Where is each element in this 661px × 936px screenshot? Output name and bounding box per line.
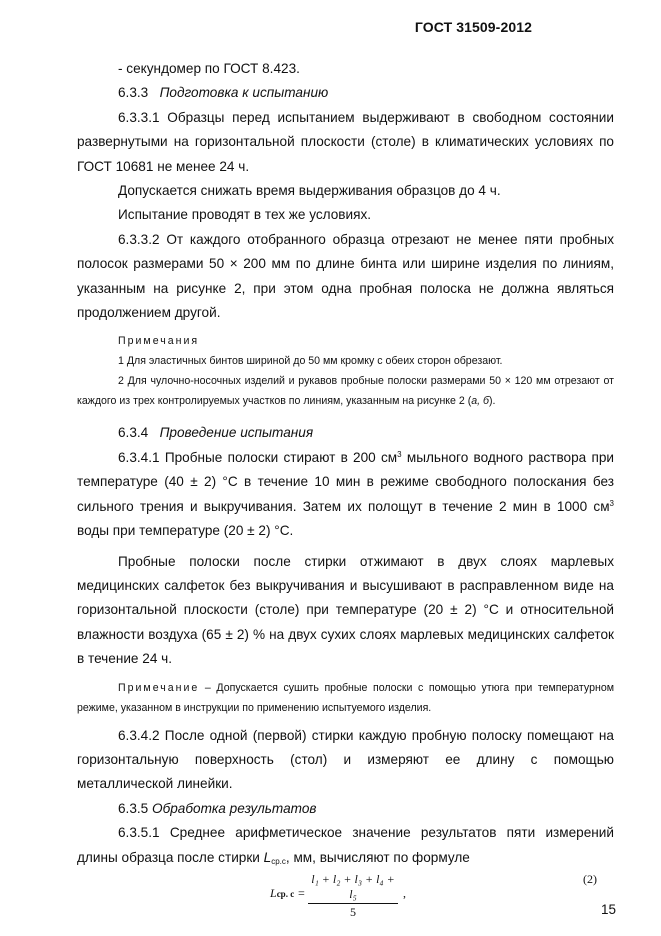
text: 6.3.5.1 Среднее арифметическое значение результатов пяти измерений длины образца после стирки	[77, 825, 614, 865]
note-title: Примечание	[118, 681, 200, 694]
section-number: 6.3.3	[118, 85, 149, 101]
formula-var: L	[270, 885, 277, 900]
paragraph-6-3-3-1: 6.3.3.1 Образцы перед испытанием выдерживают в свободном состоянии развернутыми на горизонтальной плоскости (столе) в климатических условиях по ГОСТ 10681 не менее 24 ч.	[77, 109, 614, 174]
section-6-3-5-heading	[77, 797, 614, 821]
document-body	[77, 57, 614, 919]
section-title: Подготовка к испытанию	[159, 85, 329, 101]
formula-numerator: l₁ + l₂ + l₃ + l₄ + l₅	[308, 872, 398, 904]
paragraph-6-3-4-1	[77, 446, 614, 544]
formula-comma: ,	[403, 885, 406, 900]
paragraph-same-conditions: Испытание проводят в тех же условиях.	[118, 207, 372, 223]
text: , мм, вычисляют по формуле	[285, 849, 470, 865]
superscript: 3	[609, 498, 614, 508]
document-header-id: ГОСТ 31509-2012	[414, 19, 532, 35]
section-6-3-4-heading	[77, 421, 614, 445]
text: воды при температуре (20 ± 2) °С.	[77, 523, 294, 539]
section-title: Обработка результатов	[152, 800, 317, 816]
superscript: 3	[397, 449, 402, 459]
formula-sub: ср. с	[276, 888, 295, 899]
page-number: 15	[600, 902, 616, 917]
formula-fraction	[308, 872, 398, 920]
note-2-end: ).	[489, 395, 496, 408]
paragraph-6-3-4-2: 6.3.4.2 После одной (первой) стирки каждую пробную полоску помещают на горизонтальную поверхность (стол) и измеряют ее длину с помощью металлической линейки.	[77, 727, 614, 792]
note-2-figure-ref: а, б	[471, 395, 490, 408]
section-number: 6.3.5	[118, 800, 149, 816]
formula-number: (2)	[583, 871, 597, 886]
notes-title: Примечания	[118, 335, 200, 348]
section-number: 6.3.4	[118, 425, 149, 441]
note-text: – Допускается сушить пробные полоски с помощью утюга при температурном режиме, указанном в инструкции по применению испытуемого изделия.	[77, 681, 614, 714]
paragraph-drying: Пробные полоски после стирки отжимают в двух слоях марлевых медицинских салфеток без выкручивания и высушивают в расправленном виде на горизонтальной плоскости (столе) при температуре (20 ± 2) °С и относительной влажности воздуха (65 ± 2) % на двух сухих слоях марлевых медицинских салфеток в течение 24 ч.	[77, 553, 614, 667]
section-6-3-3-heading	[77, 81, 614, 105]
note-drying	[77, 678, 614, 718]
subscript: ср.с	[271, 856, 286, 866]
note-2-text: 2 Для чулочно-носочных изделий и рукавов пробные полоски размерами 50 × 120 мм отрезают от каждого из трех контролируемых участков по линиям, указанным на рисунке 2 (	[77, 375, 614, 408]
formula-lhs	[270, 886, 305, 901]
paragraph-6-3-5-1	[77, 821, 614, 870]
variable: L	[263, 849, 272, 865]
note-1: 1 Для эластичных бинтов шириной до 50 мм кромку с обеих сторон обрезают.	[118, 355, 503, 368]
text: мыльного водного раствора при температуре (40 ± 2) °С в течение 10 мин в режиме свободного полоскания без сильного трения и выкручивания. Затем их полощут в течение 2 мин в 1000 см	[77, 449, 614, 514]
list-item-stopwatch: - секундомер по ГОСТ 8.423.	[118, 61, 300, 76]
formula-eq: =	[294, 885, 306, 900]
text: 6.3.4.1 Пробные полоски стирают в 200 см	[118, 449, 398, 465]
formula-2	[77, 870, 614, 919]
paragraph-6-3-3-2: 6.3.3.2 От каждого отобранного образца отрезают не менее пяти пробных полосок размерами 50 × 200 мм по длине бинта или ширине изделия по линиям, указанным на рисунке 2, при этом одна пробная полоска не должна являться продолжением другой.	[77, 231, 614, 321]
note-2	[77, 371, 614, 411]
formula-denominator: 5	[350, 904, 356, 919]
section-title: Проведение испытания	[159, 425, 314, 441]
paragraph-allowed-time: Допускается снижать время выдерживания образцов до 4 ч.	[118, 183, 501, 199]
